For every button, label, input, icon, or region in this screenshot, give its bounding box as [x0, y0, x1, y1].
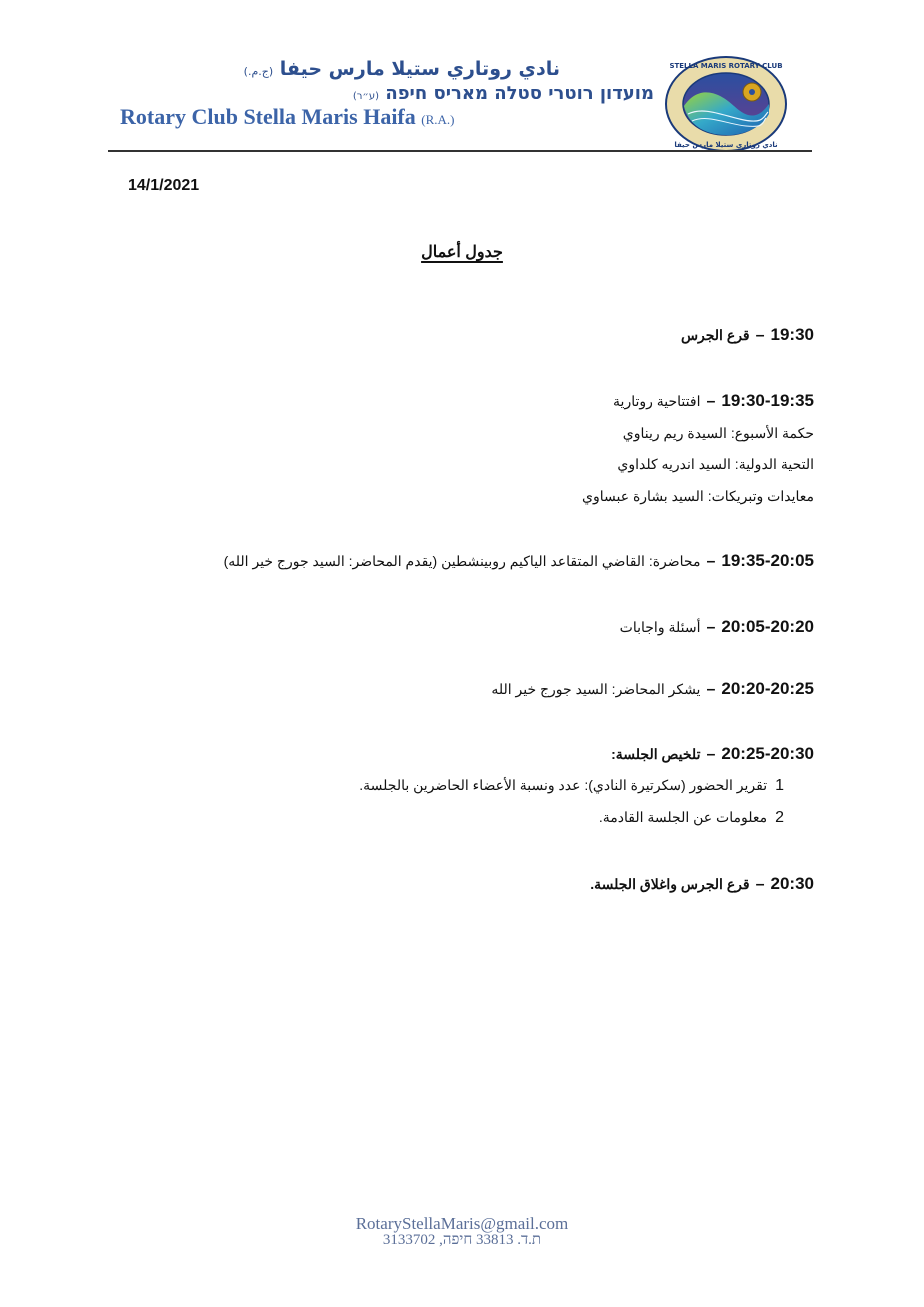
agenda-subitem: حكمة الأسبوع: السيدة ريم ريناوي: [622, 425, 814, 441]
document-date: 14/1/2021: [128, 177, 200, 194]
english-suffix: (R.A.): [421, 112, 455, 127]
dash: –: [755, 876, 765, 893]
agenda-numbered-item: 1تقرير الحضور (سكرتيرة النادي): عدد ونسبة الأعضاء الحاضرين بالجلسة.: [359, 777, 784, 794]
agenda-item: [681, 325, 814, 345]
agenda-item: [590, 874, 814, 894]
dash: –: [706, 746, 716, 763]
contact-email[interactable]: RotaryStellaMaris@gmail.com: [355, 1214, 569, 1233]
hebrew-suffix: (ע״ר): [352, 91, 380, 102]
dash: –: [706, 681, 716, 698]
agenda-time: 20:20-20:25: [721, 679, 814, 698]
svg-text:نادي روتاري ستيلا مارس حيفا: نادي روتاري ستيلا مارس حيفا: [674, 141, 778, 149]
club-name-hebrew: מועדון רוטרי סטלה מאריס חיפה (ע״ר): [352, 83, 654, 104]
dash: –: [755, 327, 765, 344]
agenda-time: 20:25-20:30: [721, 744, 814, 763]
footer: [0, 1214, 924, 1249]
item-number: 2: [775, 809, 784, 826]
dash: –: [706, 393, 716, 410]
agenda-description: محاضرة: القاضي المتقاعد الياكيم روبينشطين (يقدم المحاضر: السيد جورج خير الله): [223, 553, 701, 569]
club-name-english: Rotary Club Stella Maris Haifa (R.A.): [120, 104, 455, 129]
agenda-description: يشكر المحاضر: السيد جورج خير الله: [491, 681, 701, 697]
agenda-description: أسئلة واجابات: [619, 619, 701, 635]
dash: –: [706, 553, 716, 570]
agenda-time: 19:35-20:05: [721, 551, 814, 570]
dash: –: [706, 619, 716, 636]
agenda-numbered-item: 2معلومات عن الجلسة القادمة.: [598, 809, 784, 826]
agenda-time: 20:05-20:20: [721, 617, 814, 636]
item-number: 1: [775, 777, 784, 794]
postal-address: ת.ד. 33813 חיפה, 3133702: [382, 1232, 542, 1248]
agenda-description: قرع الجرس واغلاق الجلسة.: [590, 876, 750, 892]
agenda-description: افتتاحية روتارية: [613, 393, 701, 409]
agenda-time: 19:30-19:35: [721, 391, 814, 410]
agenda-subitem: معايدات وتبريكات: السيد بشارة عبساوي: [582, 488, 814, 504]
header-divider: [108, 150, 812, 152]
agenda-time: 20:30: [770, 874, 814, 893]
agenda-time: 19:30: [770, 325, 814, 344]
agenda-description: قرع الجرس: [680, 327, 750, 343]
agenda-item: [224, 551, 814, 571]
agenda-item: [611, 744, 814, 764]
agenda-subitem: التحية الدولية: السيد اندريه كلداوي: [617, 456, 814, 472]
club-name-arabic: نادي روتاري ستيلا مارس حيفا (ج.م.): [243, 58, 560, 80]
agenda-item: [613, 391, 814, 411]
agenda-description: تلخيص الجلسة:: [611, 746, 701, 762]
agenda-item: [620, 617, 814, 637]
letterhead: [0, 0, 924, 170]
page-title: جدول أعمال: [421, 244, 503, 261]
agenda-item: [491, 679, 814, 699]
svg-text:STELLA MARIS ROTARY CLUB: STELLA MARIS ROTARY CLUB: [669, 62, 783, 70]
arabic-suffix: (ج.م.): [243, 65, 274, 78]
rotary-club-logo-icon: [664, 54, 788, 154]
